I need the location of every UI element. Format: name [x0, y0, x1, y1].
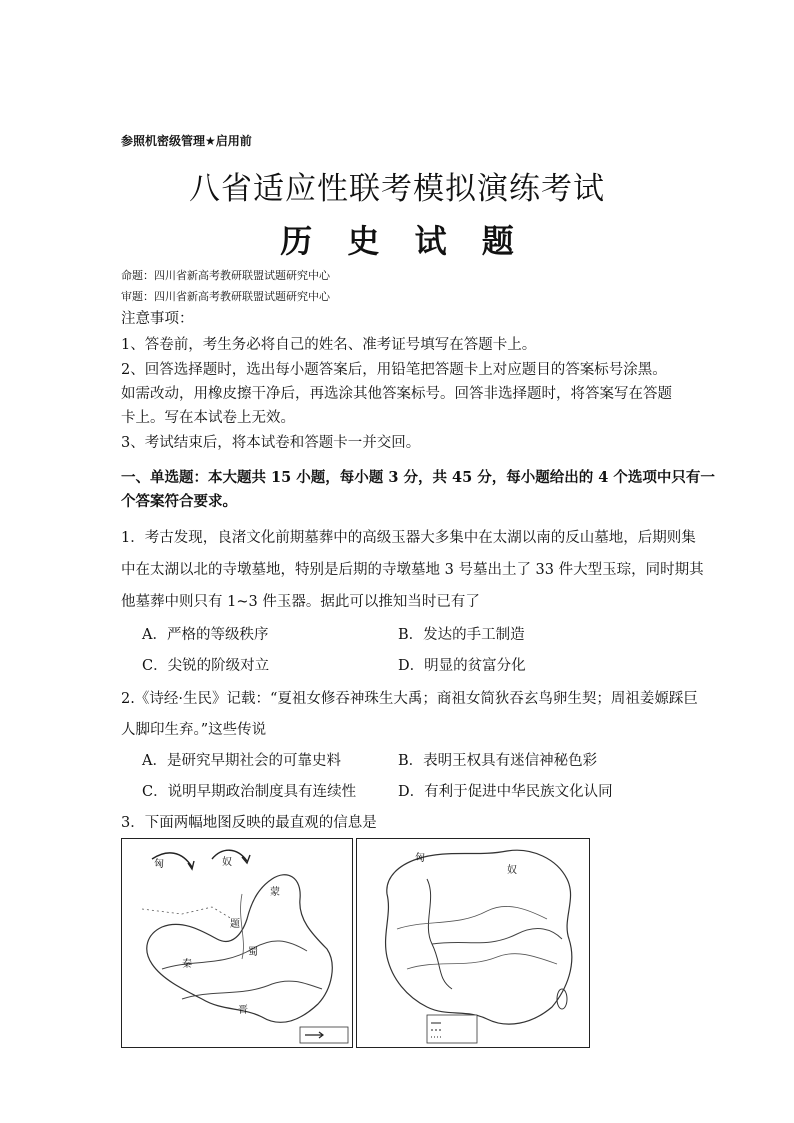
map-1-drawing	[122, 839, 352, 1047]
q1-line-2: 中在太湖以北的寺墩墓地，特别是后期的寺墩墓地 3 号墓出土了 33 件大型玉琮，同时期其	[121, 562, 704, 578]
map-1-label-7: 晋	[238, 1005, 248, 1016]
map-1-label-6: 秦	[182, 959, 192, 970]
map-1-label-4: 题	[230, 919, 240, 930]
notice-line-1: 1、答卷前，考生务必将自己的姓名、准考证号填写在答题卡上。	[121, 337, 537, 353]
q1-line-3: 他墓葬中则只有 1~3 件玉器。据此可以推知当时已有了	[121, 594, 480, 610]
q1-option-b: B．发达的手工制造	[398, 627, 525, 643]
section-heading-1: 一、单选题：本大题共 15 小题，每小题 3 分，共 45 分，每小题给出的 4 个选项中只有一	[121, 469, 715, 486]
q1-option-c: C．尖锐的阶级对立	[142, 658, 270, 674]
exam-title: 八省适应性联考模拟演练考试	[189, 171, 605, 207]
q2-option-a: A．是研究早期社会的可靠史料	[142, 753, 341, 769]
q1-line-1: 1．考古发现，良渚文化前期墓葬中的高级玉器大多集中在太湖以南的反山墓地，后期则集	[121, 530, 696, 546]
q2-line-2: 人脚印生弃。”这些传说	[121, 722, 267, 738]
q2-option-d: D．有利于促进中华民族文化认同	[398, 784, 613, 800]
notice-heading: 注意事项：	[121, 311, 194, 327]
notice-line-3: 3、考试结束后，将本试卷和答题卡一并交回。	[121, 435, 421, 451]
q3-line-1: 3．下面两幅地图反映的最直观的信息是	[121, 815, 377, 831]
section-heading-2: 个答案符合要求。	[121, 493, 237, 510]
historical-map-1	[121, 838, 353, 1048]
reviewer-credit: 审题：四川省新高考教研联盟试题研究中心	[121, 290, 330, 303]
subject-title: 历 史 试 题	[280, 222, 526, 260]
author-credit: 命题：四川省新高考教研联盟试题研究中心	[121, 269, 330, 282]
notice-line-2c: 卡上。写在本试卷上无效。	[121, 410, 295, 426]
q2-option-b: B．表明王权具有迷信神秘色彩	[398, 753, 598, 769]
map-1-label-5: 蜀	[248, 947, 258, 958]
q2-option-c: C．说明早期政治制度具有连续性	[142, 784, 357, 800]
q1-option-d: D．明显的贫富分化	[398, 658, 526, 674]
notice-line-2a: 2、回答选择题时，选出每小题答案后，用铅笔把答题卡上对应题目的答案标号涂黑。	[121, 362, 667, 378]
map-2-drawing	[357, 839, 589, 1047]
q2-line-1: 2.《诗经·生民》记载：“夏祖女修吞神珠生大禹；商祖女简狄吞玄鸟卵生契；周祖姜嫄踩巨	[121, 691, 698, 707]
secret-level-label: 参照机密级管理★启用前	[121, 134, 252, 148]
map-2-label-2: 奴	[507, 865, 517, 876]
historical-map-2	[356, 838, 590, 1048]
map-1-label-3: 蒙	[270, 887, 280, 898]
map-1-label-2: 奴	[222, 857, 232, 868]
map-1-label-1: 匈	[154, 859, 164, 870]
notice-line-2b: 如需改动，用橡皮擦干净后，再选涂其他答案标号。回答非选择题时，将答案写在答题	[121, 386, 672, 402]
q1-option-a: A．严格的等级秩序	[142, 627, 269, 643]
map-2-label-1: 匈	[415, 853, 425, 864]
